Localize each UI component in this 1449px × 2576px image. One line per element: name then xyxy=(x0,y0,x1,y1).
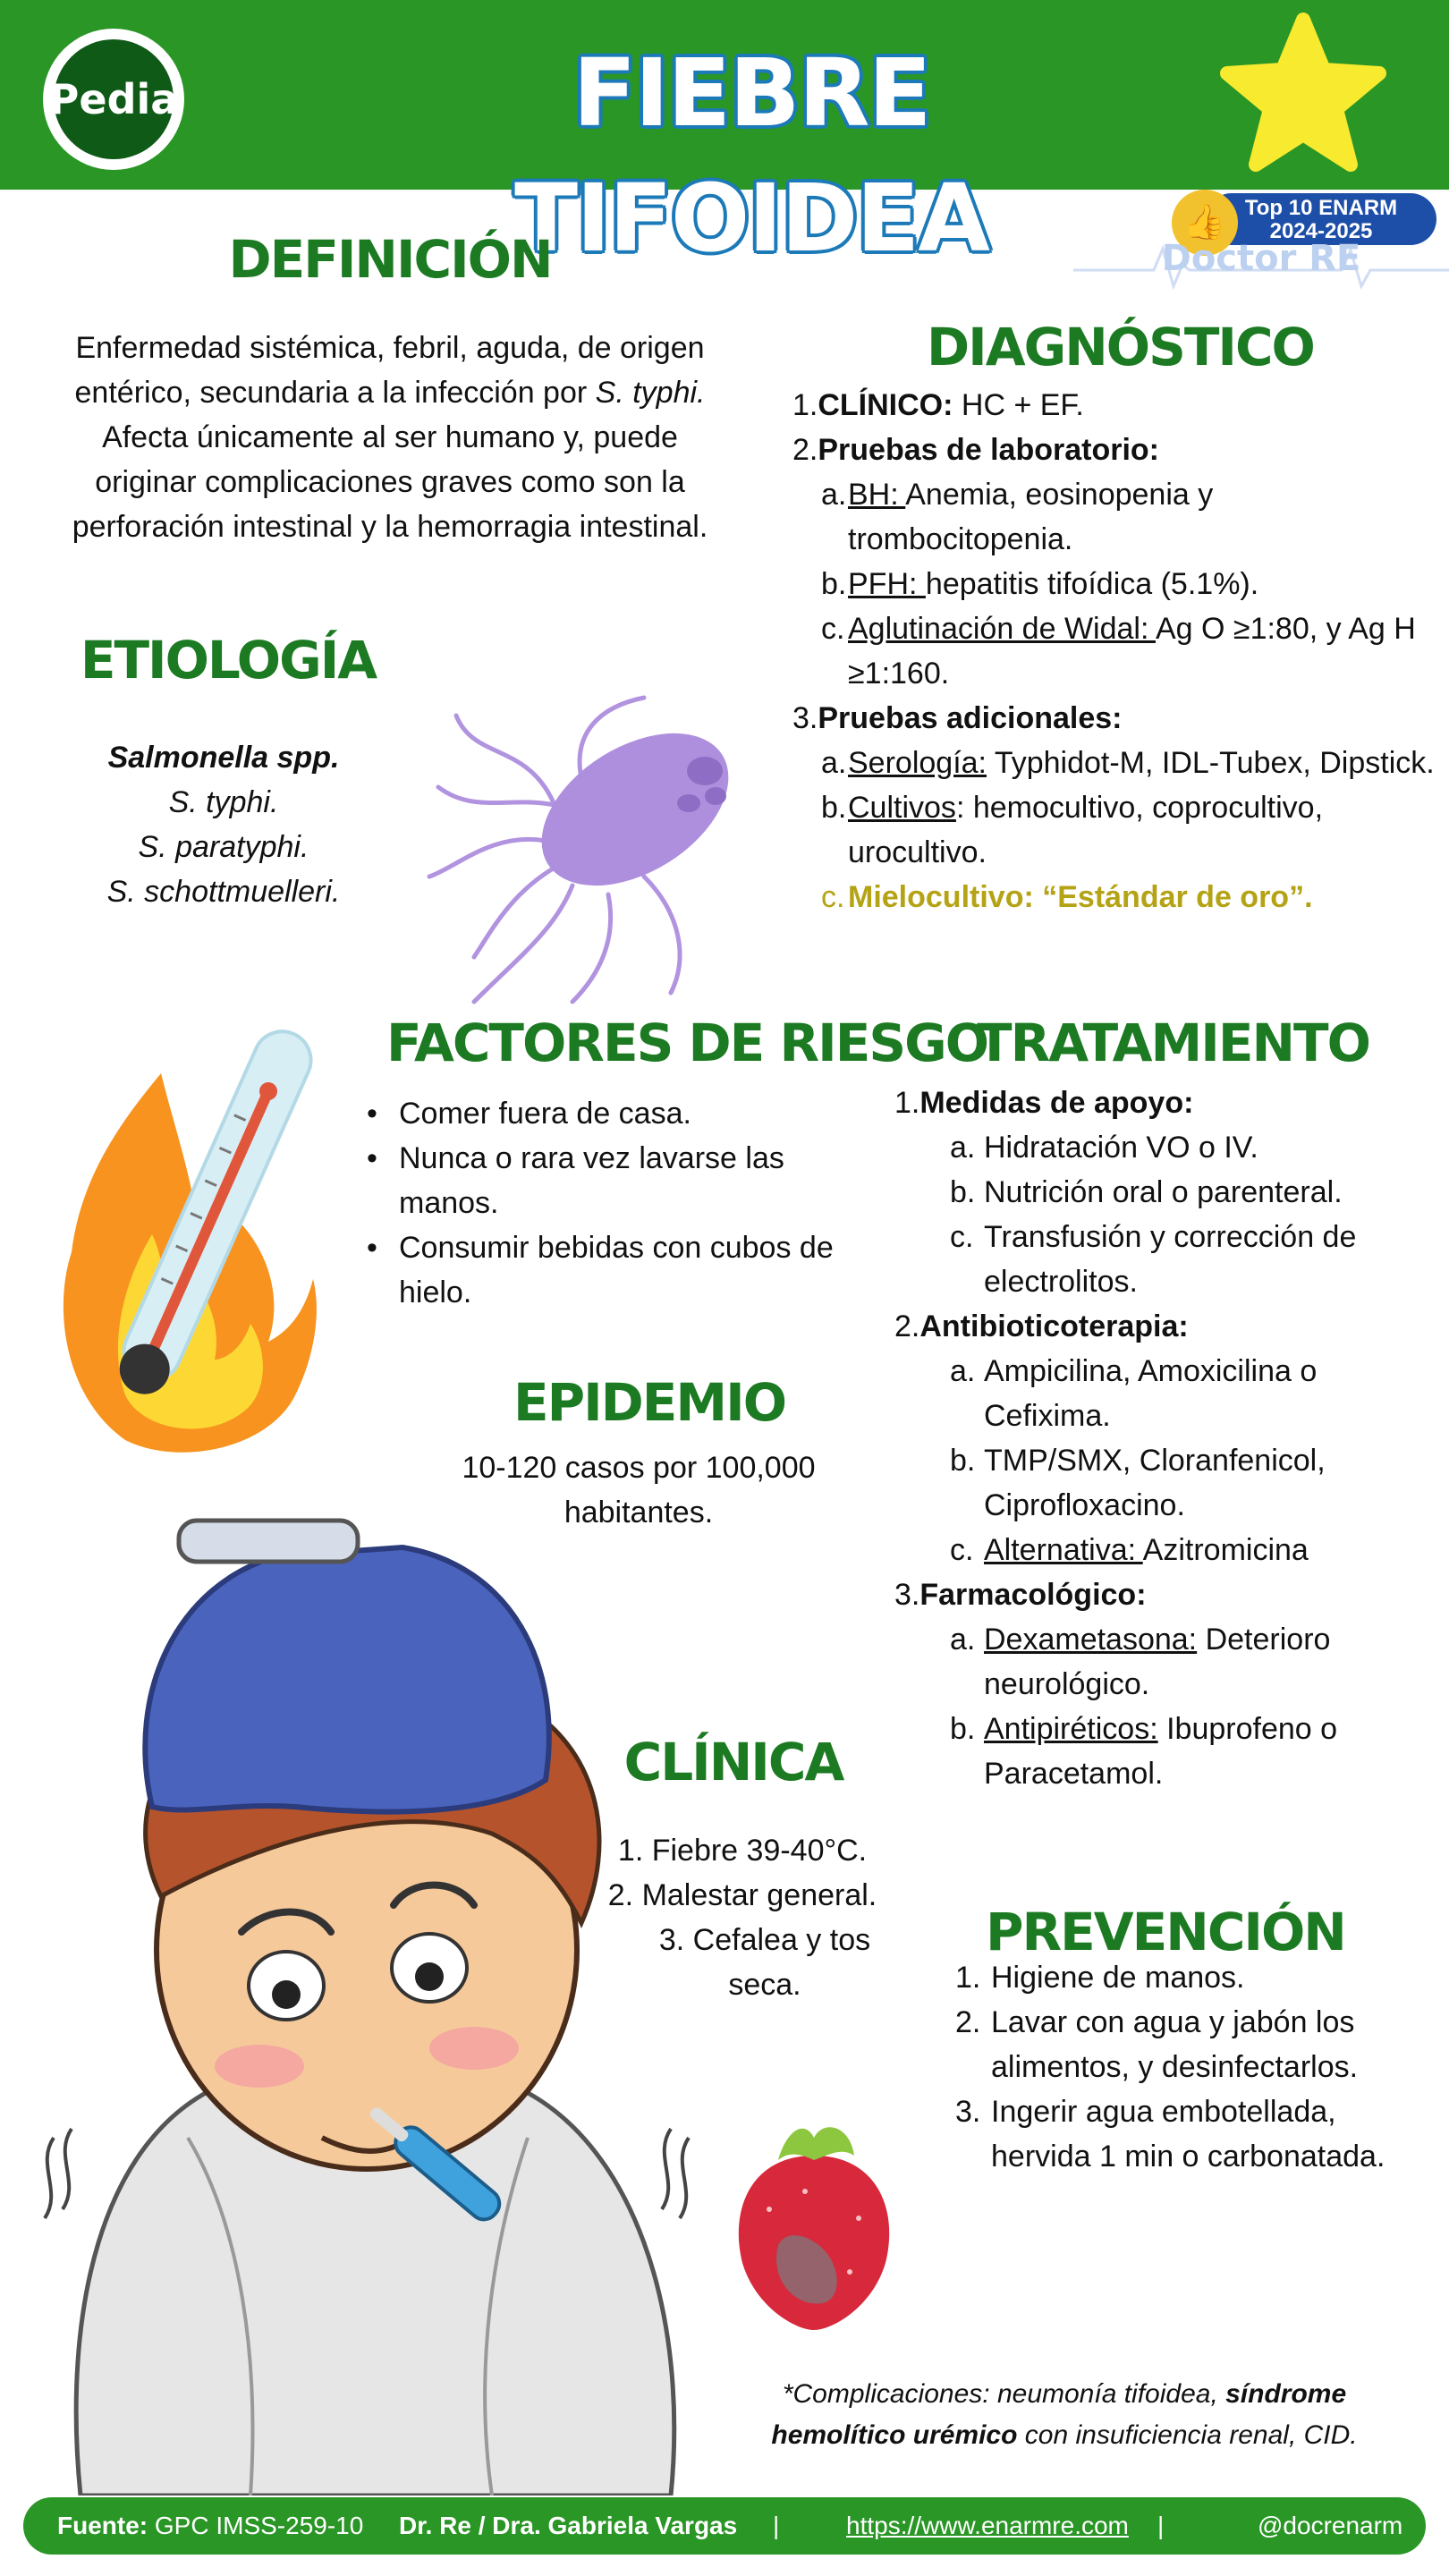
list-item: 3. Ingerir agua embotellada, hervida 1 min o carbonatada. xyxy=(955,2095,1385,2174)
diag-lab-c: c. Aglutinación de Widal: Ag O ≥1:80, y Ag H ≥1:160. xyxy=(821,612,1416,691)
list-item: 3. Cefalea y tos seca. xyxy=(658,1923,871,2002)
trat-farm: 3.Farmacológico: xyxy=(894,1578,1147,1612)
diag-item-adic: 3.Pruebas adicionales: xyxy=(792,701,1123,735)
prevencion-list xyxy=(955,1955,1420,2179)
etiologia-list xyxy=(54,735,394,914)
diag-lab-b: b. PFH: hepatitis tifoídica (5.1%). xyxy=(821,567,1259,601)
diag-lab-a: a. BH: Anemia, eosinopenia y trombocitopenia. xyxy=(821,478,1214,556)
bacteria-icon xyxy=(420,689,778,1011)
pedia-logo xyxy=(43,29,184,170)
etiologia-item: Salmonella spp. xyxy=(107,741,340,775)
list-item: c. Alternativa: Azitromicina xyxy=(950,1533,1309,1567)
definicion-text-italic: S. typhi. xyxy=(595,376,706,410)
star-icon xyxy=(1218,13,1388,174)
thermometer-fire-icon xyxy=(45,1020,367,1467)
footer-url-link[interactable]: https://www.enarmre.com xyxy=(846,2512,1129,2539)
trat-apoyo: 1.Medidas de apoyo: xyxy=(894,1086,1194,1120)
footer-source: Fuente: GPC IMSS-259-10 xyxy=(57,2512,364,2539)
complicaciones-note: *Complicaciones: neumonía tifoidea, síndrome hemolítico urémico con insuficiencia renal, CID. xyxy=(771,2379,1358,2450)
strawberry-icon xyxy=(724,2111,903,2334)
prevencion-title: PREVENCIÓN xyxy=(986,1902,1345,1962)
list-item: a. Ampicilina, Amoxicilina o Cefixima. xyxy=(950,1354,1318,1433)
list-item: b. Antipiréticos: Ibuprofeno o Paracetamol. xyxy=(950,1712,1338,1791)
list-item: c. Transfusión y corrección de electrolitos. xyxy=(950,1220,1357,1299)
footer-authors: Dr. Re / Dra. Gabriela Vargas xyxy=(399,2512,738,2539)
etiologia-item: S. typhi. xyxy=(168,785,279,819)
factores-list xyxy=(367,1091,864,1315)
epidemio-title: EPIDEMIO xyxy=(513,1372,786,1433)
doctor-re-watermark xyxy=(1073,238,1449,292)
badge-line1: Top 10 ENARM xyxy=(1244,196,1398,220)
list-item: a. Dexametasona: Deterioro neurológico. xyxy=(950,1623,1331,1701)
thumbs-up-icon: 👍 xyxy=(1172,190,1238,256)
badge-line2: 2024-2025 xyxy=(1269,219,1373,243)
list-item: 2. Malestar general. xyxy=(607,1878,877,1912)
footer-bar xyxy=(23,2497,1426,2555)
etiologia-item: S. paratyphi. xyxy=(138,830,309,864)
definicion-text-a: Enfermedad sistémica, febril, aguda, de origen entérico, secundaria a la infección por xyxy=(74,331,705,410)
clinica-title: CLÍNICA xyxy=(623,1732,843,1792)
diag-item-lab: 2.Pruebas de laboratorio: xyxy=(792,433,1159,467)
factores-title: FACTORES DE RIESGO xyxy=(386,1013,988,1073)
list-item: • Comer fuera de casa. xyxy=(367,1097,691,1131)
list-item: 2. Lavar con agua y jabón los alimentos, y desinfectarlos. xyxy=(955,2005,1359,2084)
tratamiento-list xyxy=(894,1080,1431,1796)
diag-item-clinico: 1.CLÍNICO: HC + EF. xyxy=(792,388,1084,422)
tratamiento-title: TRATAMIENTO xyxy=(977,1013,1369,1073)
doctor-re-brand: Doctor RE xyxy=(1161,238,1361,279)
definicion-text xyxy=(50,326,730,549)
list-item: 1. Fiebre 39-40°C. xyxy=(617,1834,868,1868)
definicion-text-b: Afecta únicamente al ser humano y, puede originar complicaciones graves como son la perforación intestinal y la hemorragia intestinal. xyxy=(72,420,708,544)
diag-adic-c: c. Mielocultivo: “Estándar de oro”. xyxy=(821,880,1313,914)
etiologia-item: S. schottmuelleri. xyxy=(106,875,341,909)
logo-text: Pedia xyxy=(54,39,174,159)
definicion-title: DEFINICIÓN xyxy=(228,229,552,290)
diagnostico-list xyxy=(792,383,1436,919)
list-item: a. Hidratación VO o IV. xyxy=(950,1131,1258,1165)
list-item: 1. Higiene de manos. xyxy=(955,1961,1245,1995)
footer-handle: @docrenarm xyxy=(1258,2512,1403,2539)
list-item: • Nunca o rara vez lavarse las manos. xyxy=(367,1141,784,1220)
diag-adic-a: a. Serología: Typhidot-M, IDL-Tubex, Dipstick. xyxy=(821,746,1435,780)
page-title: FIEBRE TIFOIDEA xyxy=(514,38,988,273)
list-item: b. Nutrición oral o parenteral. xyxy=(950,1175,1343,1209)
clinica-list xyxy=(581,1828,903,2007)
trat-anti: 2.Antibioticoterapia: xyxy=(894,1309,1189,1343)
list-item: b. TMP/SMX, Cloranfenicol, Ciprofloxacino. xyxy=(950,1444,1326,1522)
epidemio-text: 10-120 casos por 100,000 habitantes. xyxy=(462,1451,816,1530)
diag-adic-b: b. Cultivos: hemocultivo, coprocultivo, urocultivo. xyxy=(821,791,1324,869)
list-item: • Consumir bebidas con cubos de hielo. xyxy=(367,1231,834,1309)
etiologia-title: ETIOLOGÍA xyxy=(80,630,377,691)
footer-separator: | xyxy=(773,2512,780,2539)
footer-separator-2: | xyxy=(1157,2512,1165,2539)
diagnostico-title: DIAGNÓSTICO xyxy=(927,317,1314,377)
